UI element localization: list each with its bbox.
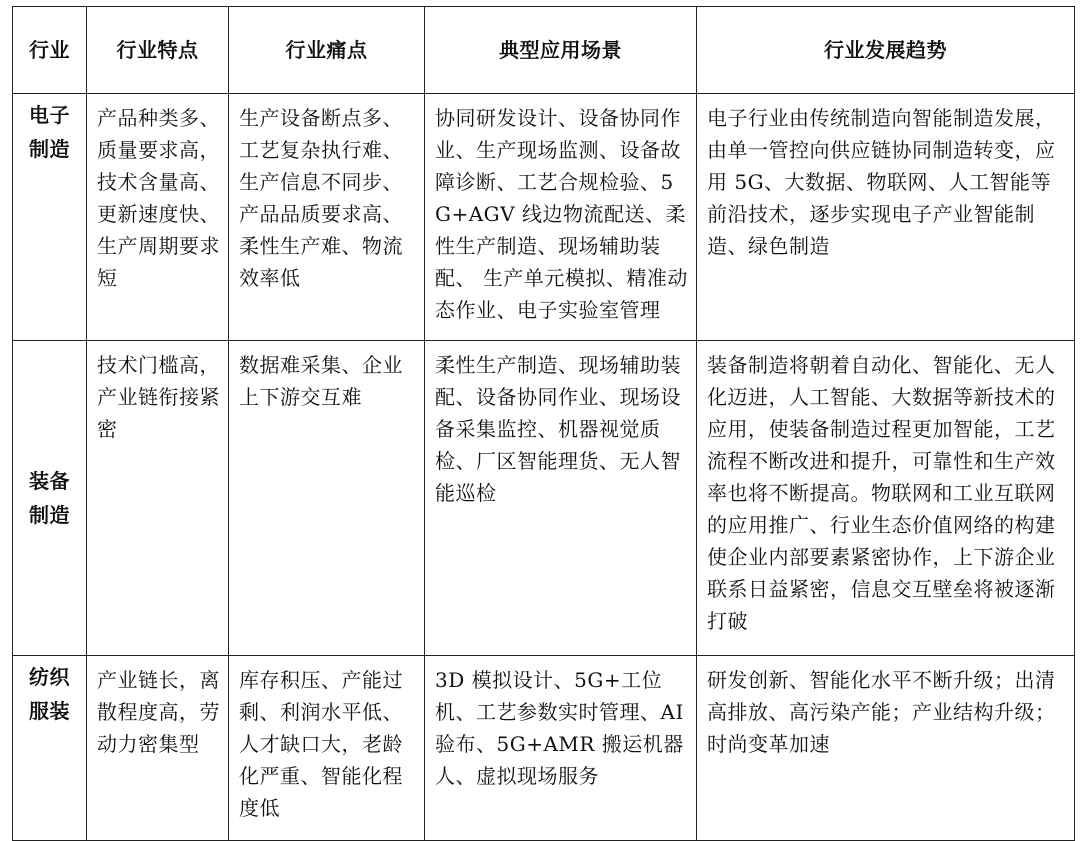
industry-cell [13, 341, 87, 656]
header-industry: 行业 [13, 7, 87, 94]
scenarios-cell: 柔性生产制造、现场辅助装配、设备协同作业、现场设备采集监控、机器视觉质检、厂区智能理货、无人智能巡检 [425, 341, 697, 656]
scenarios-cell: 协同研发设计、设备协同作业、生产现场监测、设备故障诊断、工艺合规检验、5G+AGV 线边物流配送、柔性生产制造、现场辅助装配、 生产单元模拟、精准动态作业、电子实验室管理 [425, 94, 697, 341]
table-row-equipment [13, 341, 1075, 656]
pain-points-cell: 数据难采集、企业上下游交互难 [229, 341, 425, 656]
trends-cell: 电子行业由传统制造向智能制造发展，由单一管控向供应链协同制造转变，应用 5G、大数据、物联网、人工智能等前沿技术，逐步实现电子产业智能制造、绿色制造 [697, 94, 1075, 341]
scenarios-cell: 3D 模拟设计、5G+工位机、工艺参数实时管理、AI 验布、5G+AMR 搬运机器人、虚拟现场服务 [425, 656, 697, 841]
industry-name-line1: 电子 [29, 103, 70, 127]
pain-points-cell: 库存积压、产能过剩、利润水平低、人才缺口大，老龄化严重、智能化程度低 [229, 656, 425, 841]
industry-name-line2: 服装 [29, 699, 70, 723]
features-cell: 产品种类多、质量要求高，技术含量高、更新速度快、生产周期要求短 [87, 94, 229, 341]
trends-cell: 研发创新、智能化水平不断升级；出清高排放、高污染产能；产业结构升级；时尚变革加速 [697, 656, 1075, 841]
header-pain-points: 行业痛点 [229, 7, 425, 94]
table-row-textile [13, 656, 1075, 841]
industry-name-line1: 纺织 [29, 665, 70, 689]
header-features: 行业特点 [87, 7, 229, 94]
industry-name-line2: 制造 [29, 137, 70, 161]
industry-name-line2: 制造 [29, 503, 70, 527]
features-cell: 技术门槛高，产业链衔接紧密 [87, 341, 229, 656]
table-row-electronics [13, 94, 1075, 341]
table-header-row [13, 7, 1075, 94]
industry-comparison-table [12, 6, 1075, 841]
industry-name-line1: 装备 [29, 469, 70, 493]
industry-table-container [12, 6, 1074, 841]
pain-points-cell: 生产设备断点多、工艺复杂执行难、生产信息不同步、产品品质要求高、柔性生产难、物流效率低 [229, 94, 425, 341]
header-scenarios: 典型应用场景 [425, 7, 697, 94]
industry-cell [13, 656, 87, 841]
header-trends: 行业发展趋势 [697, 7, 1075, 94]
features-cell: 产业链长，离散程度高，劳动力密集型 [87, 656, 229, 841]
industry-cell [13, 94, 87, 341]
trends-cell: 装备制造将朝着自动化、智能化、无人化迈进，人工智能、大数据等新技术的应用，使装备制造过程更加智能，工艺流程不断改进和提升，可靠性和生产效率也将不断提高。物联网和工业互联网的应用推广、行业生态价值网络的构建使企业内部要素紧密协作，上下游企业联系日益紧密，信息交互壁垒将被逐渐打破 [697, 341, 1075, 656]
